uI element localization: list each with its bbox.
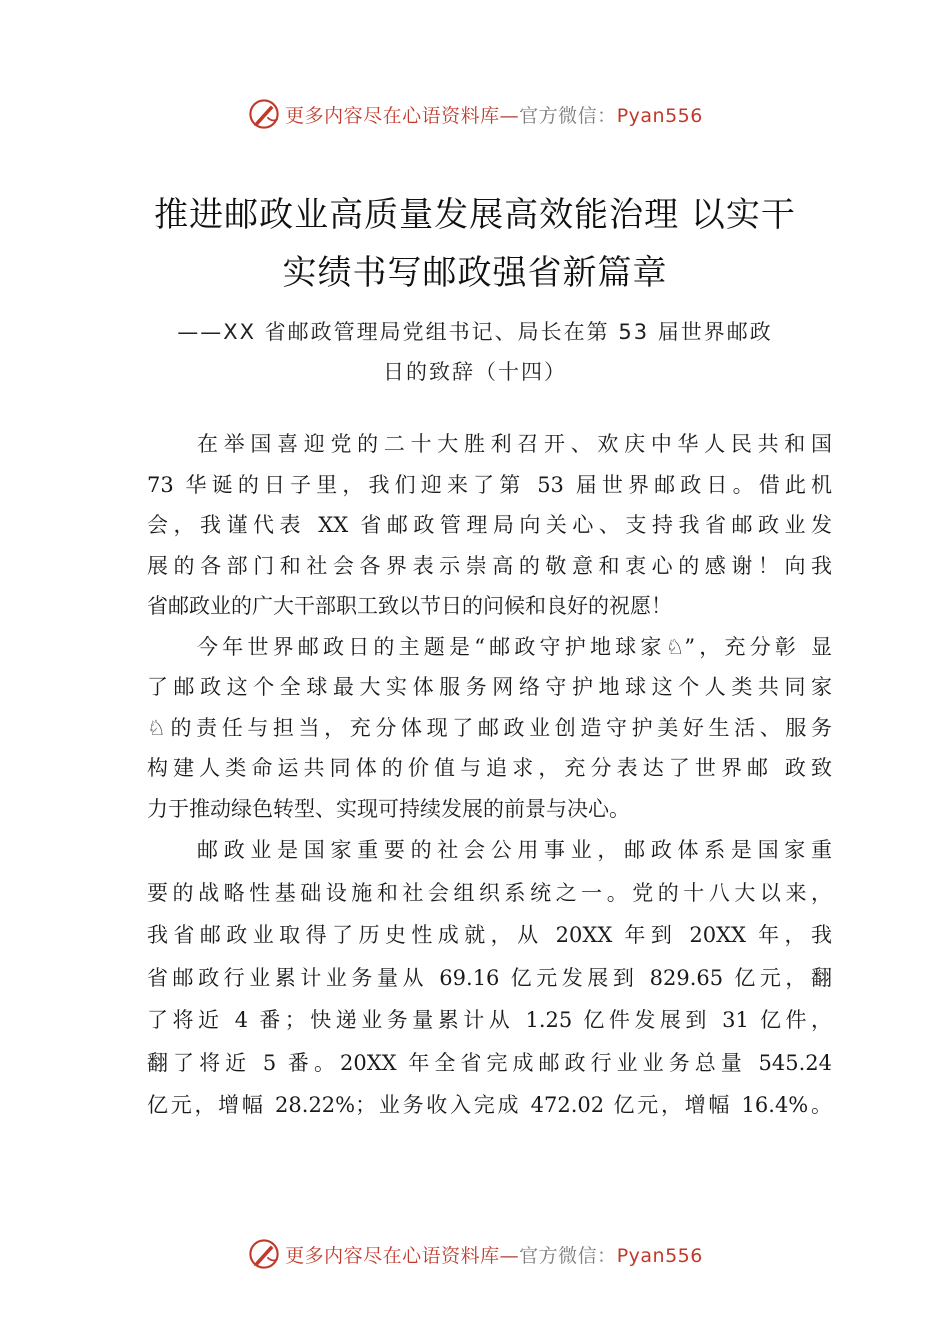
- paragraph-line: 要的战略性基础设施和社会组织系统之一。党的十八大以来，: [147, 880, 832, 905]
- watermark-dash: —: [499, 104, 520, 127]
- document-body: [147, 424, 832, 1127]
- paragraph-line: 了邮政这个全球最大实体服务网络守护地球这个人类共同家: [147, 675, 832, 699]
- pen-logo-icon: [247, 97, 281, 131]
- paragraph-line: 今年世界邮政日的主题是“邮政守护地球家♘”，充分彰 显: [197, 634, 832, 659]
- title-line-1: 推进邮政业高质量发展高效能治理 以实干: [154, 195, 796, 235]
- paragraph-line: 翻了将近 5 番。20XX 年全省完成邮政行业业务总量 545.24: [147, 1050, 832, 1075]
- watermark-dash: —: [499, 1244, 520, 1267]
- paragraph-line: 亿元，增幅 28.22%；业务收入完成 472.02 亿元，增幅 16.4%。: [147, 1093, 832, 1117]
- paragraph-line: 力于推动绿色转型、实现可持续发展的前景与决心。: [147, 796, 630, 821]
- watermark-text: [285, 101, 703, 128]
- paragraph-2: [147, 627, 832, 830]
- paragraph-line: 73 华诞的日子里，我们迎来了第 53 届世界邮政日。借此机: [147, 472, 832, 497]
- paragraph-line: 展的各部门和社会各界表示崇高的敬意和衷心的感谢！向我: [147, 553, 832, 578]
- watermark-text: [285, 1241, 703, 1268]
- document-title: [0, 186, 950, 302]
- watermark-prefix: 更多内容尽在心语资料库: [285, 1244, 500, 1267]
- paragraph-line: 我省邮政业取得了历史性成就，从 20XX 年到 20XX 年，我: [147, 923, 832, 947]
- paragraph-line: 会，我谨代表 XX 省邮政管理局向关心、支持我省邮政业发: [147, 513, 832, 537]
- watermark-wechat-label: 官方微信：: [519, 1244, 617, 1267]
- watermark-wechat-id: Pyan556: [616, 1244, 703, 1267]
- watermark-header: [0, 94, 950, 134]
- watermark-footer: [0, 1234, 950, 1274]
- watermark-wechat-id: Pyan556: [616, 104, 703, 127]
- paragraph-line: 在举国喜迎党的二十大胜利召开、欢庆中华人民共和国: [197, 432, 832, 456]
- pen-logo-icon: [247, 1237, 281, 1271]
- paragraph-line: 省邮政业的广大干部职工致以节日的问候和良好的祝愿！: [147, 594, 672, 618]
- paragraph-1: [147, 424, 832, 627]
- watermark-wechat-label: 官方微信：: [519, 104, 617, 127]
- paragraph-line: 了将近 4 番；快递业务量累计从 1.25 亿件发展到 31 亿件，: [147, 1008, 832, 1032]
- subtitle-line-2: 日的致辞（十四）: [383, 360, 567, 384]
- document-subtitle: [0, 312, 950, 392]
- subtitle-line-1: ——XX 省邮政管理局党组书记、局长在第 53 届世界邮政: [177, 320, 773, 344]
- watermark-prefix: 更多内容尽在心语资料库: [285, 104, 500, 127]
- paragraph-line: 邮政业是国家重要的社会公用事业，邮政体系是国家重: [197, 838, 832, 862]
- paragraph-line: 构建人类命运共同体的价值与追求，充分表达了世界邮 政致: [147, 756, 832, 780]
- title-line-2: 实绩书写邮政强省新篇章: [282, 253, 668, 293]
- paragraph-line: 省邮政行业累计业务量从 69.16 亿元发展到 829.65 亿元，翻: [147, 965, 832, 990]
- paragraph-line: ♘的责任与担当，充分体现了邮政业创造守护美好生活、服务: [147, 715, 832, 740]
- paragraph-3: [147, 829, 832, 1127]
